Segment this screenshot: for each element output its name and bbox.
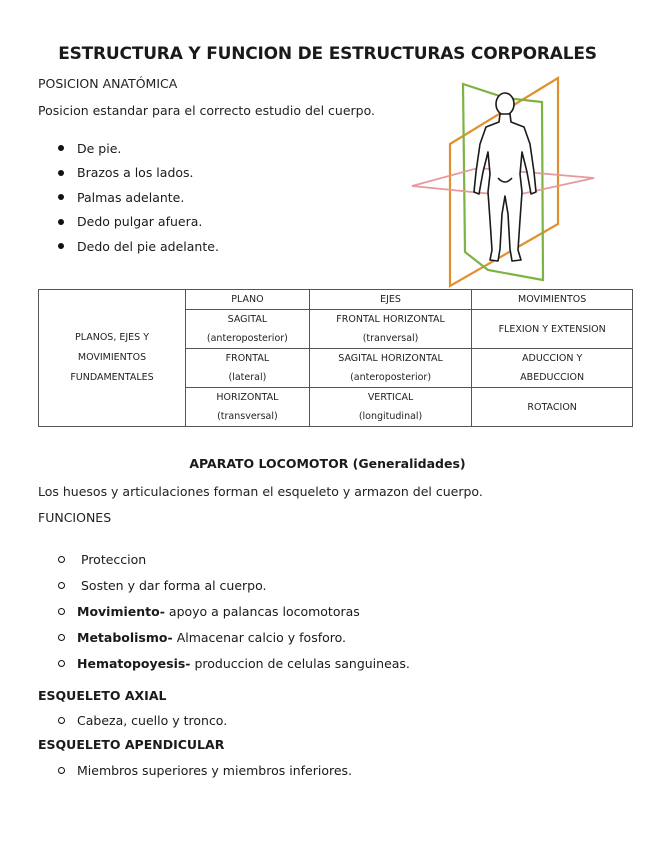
- axis-cell: VERTICAL (longitudinal): [309, 388, 472, 427]
- movement-cell: ROTACION: [472, 388, 633, 427]
- list-item: Brazos a los lados.: [58, 161, 219, 186]
- anatomical-heading: POSICION ANATÓMICA: [38, 76, 178, 91]
- plane-cell: SAGITAL (anteroposterior): [186, 310, 310, 349]
- list-item: Hematopoyesis- produccion de celulas sanguineas.: [58, 650, 410, 676]
- appendicular-heading: ESQUELETO APENDICULAR: [38, 737, 225, 752]
- circle-bullet-icon: [58, 608, 65, 615]
- list-item: Palmas adelante.: [58, 185, 219, 210]
- movement-cell: FLEXION Y EXTENSION: [472, 310, 633, 349]
- locomotor-heading: APARATO LOCOMOTOR (Generalidades): [189, 456, 466, 471]
- circle-bullet-icon: [58, 660, 65, 667]
- axial-heading: ESQUELETO AXIAL: [38, 688, 167, 703]
- list-item: Cabeza, cuello y tronco.: [58, 707, 227, 733]
- plane-cell: HORIZONTAL (transversal): [186, 388, 310, 427]
- axial-list: [58, 707, 227, 733]
- column-header-movimientos: MOVIMIENTOS: [472, 290, 633, 310]
- list-item: Dedo pulgar afuera.: [58, 210, 219, 235]
- circle-bullet-icon: [58, 556, 65, 563]
- list-item: Sosten y dar forma al cuerpo.: [58, 572, 410, 598]
- bullet-icon: [58, 145, 64, 151]
- bullet-icon: [58, 219, 64, 225]
- bullet-icon: [58, 243, 64, 249]
- circle-bullet-icon: [58, 634, 65, 641]
- axis-cell: FRONTAL HORIZONTAL (tranversal): [309, 310, 472, 349]
- movement-cell: ADUCCION Y ABEDUCCION: [472, 349, 633, 388]
- axis-cell: SAGITAL HORIZONTAL (anteroposterior): [309, 349, 472, 388]
- column-header-plano: PLANO: [186, 290, 310, 310]
- list-item: Metabolismo- Almacenar calcio y fosforo.: [58, 624, 410, 650]
- list-item: Miembros superiores y miembros inferiores.: [58, 757, 352, 783]
- circle-bullet-icon: [58, 582, 65, 589]
- row-header-cell: PLANOS, EJES Y MOVIMIENTOS FUNDAMENTALES: [39, 290, 186, 427]
- anatomical-description: Posicion estandar para el correcto estudio del cuerpo.: [38, 103, 375, 118]
- table-row: [39, 290, 633, 310]
- anatomical-planes-illustration: [408, 74, 598, 290]
- plane-cell: FRONTAL (lateral): [186, 349, 310, 388]
- page-title: ESTRUCTURA Y FUNCION DE ESTRUCTURAS CORPORALES: [58, 44, 597, 64]
- bullet-icon: [58, 170, 64, 176]
- functions-label: FUNCIONES: [38, 510, 112, 525]
- locomotor-description: Los huesos y articulaciones forman el esqueleto y armazon del cuerpo.: [38, 484, 483, 499]
- anatomical-list: [58, 136, 219, 259]
- circle-bullet-icon: [58, 767, 65, 774]
- appendicular-list: [58, 757, 352, 783]
- human-figure: [474, 93, 536, 261]
- functions-list: [58, 546, 410, 676]
- list-item: Dedo del pie adelante.: [58, 234, 219, 259]
- list-item: De pie.: [58, 136, 219, 161]
- list-item: Movimiento- apoyo a palancas locomotoras: [58, 598, 410, 624]
- planes-table: [38, 289, 633, 427]
- circle-bullet-icon: [58, 717, 65, 724]
- list-item: Proteccion: [58, 546, 410, 572]
- column-header-ejes: EJES: [309, 290, 472, 310]
- bullet-icon: [58, 194, 64, 200]
